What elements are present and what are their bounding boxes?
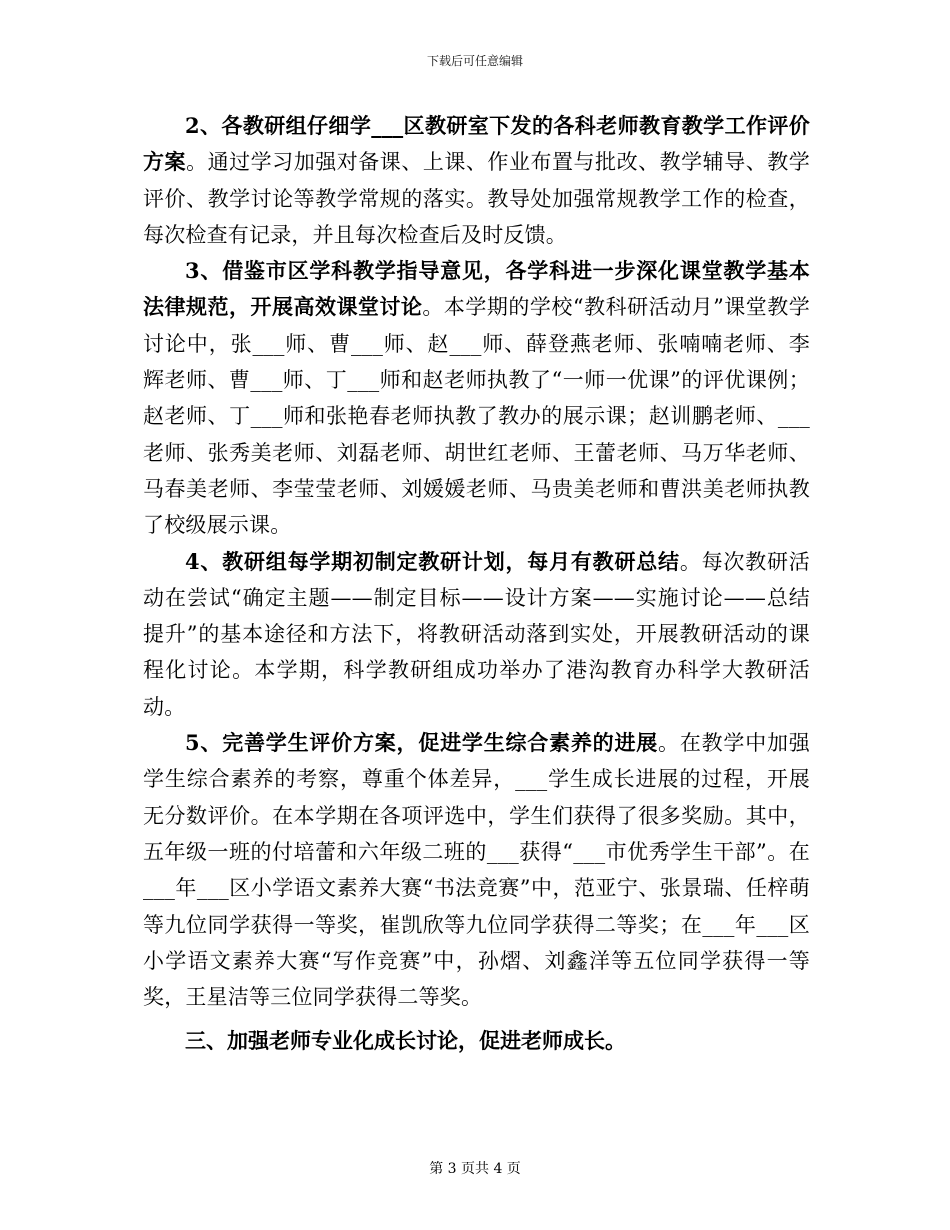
- page-header: 下载后可任意编辑: [426, 54, 523, 68]
- paragraph-5-body: 。在教学中加强学生综合素养的考察，尊重个体差异，___学生成长进展的过程，开展无分数评价。在本学期在各项评选中，学生们获得了很多奖励。其中，五年级一班的付培蕾和六年级二班的___获得“___市优秀学生干部”。在___年___区小学语文素养大赛“书法竞赛”中，范亚宁、张景瑞、任梓萌等九位同学获得一等奖，崔凯欣等九位同学获得二等奖；在___年___区小学语文素养大赛“写作竞赛”中，孙熠、刘鑫洋等五位同学获得一等奖，王星洁等三位同学获得二等奖。: [143, 731, 810, 1010]
- paragraph-3-body: 。本学期的学校“教科研活动月”课堂教学讨论中，张___师、曹___师、赵___师、薛登燕老师、张喃喃老师、李辉老师、曹___师、丁___师和赵老师执教了“一师一优课”的评优课例；赵老师、丁___师和张艳春老师执教了教办的展示课；赵训鹏老师、___老师、张秀美老师、刘磊老师、胡世红老师、王蕾老师、马万华老师、马春美老师、李莹莹老师、刘媛媛老师、马贵美老师和曹洪美老师执教了校级展示课。: [143, 295, 810, 538]
- paragraph-4-body: 。每次教研活动在尝试“确定主题——制定目标——设计方案——实施讨论——总结提升”的基本途径和方法下，将教研活动落到实处，开展教研活动的课程化讨论。本学期，科学教研组成功举办了港沟教育办科学大教研活动。: [143, 549, 810, 719]
- paragraph-3: [143, 253, 810, 543]
- page-footer: 第 3 页共 4 页: [429, 1161, 521, 1177]
- paragraph-5: [143, 725, 810, 1015]
- paragraph-4-lead: 4、教研组每学期初制定教研计划，每月有教研总结: [185, 548, 680, 574]
- section-heading: 三、加强老师专业化成长讨论，促进老师成长。: [185, 1028, 626, 1054]
- paragraph-2-lead: 2、各教研组仔细学___区教研室下发的各科老师教育教学工作评价方案: [143, 113, 810, 175]
- paragraph-4: [143, 544, 810, 725]
- paragraph-3-lead: 3、借鉴市区学科教学指导意见，各学科进一步深化课堂教学基本法律规范，开展高效课堂讨论: [143, 258, 810, 320]
- paragraph-5-lead: 5、完善学生评价方案，促进学生综合素养的进展: [185, 730, 659, 756]
- paragraph-2: [143, 108, 810, 253]
- document-body: [143, 108, 810, 1059]
- paragraph-2-body: 。通过学习加强对备课、上课、作业布置与批改、教学辅导、教学评价、教学讨论等教学常规的落实。教导处加强常规教学工作的检查，每次检查有记录，并且每次检查后及时反馈。: [143, 150, 810, 247]
